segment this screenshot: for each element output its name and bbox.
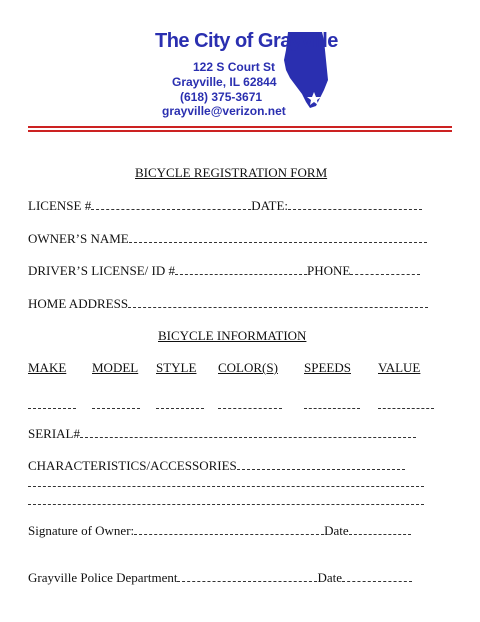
license-row bbox=[28, 198, 422, 214]
drivers-license-field[interactable] bbox=[175, 264, 307, 275]
signature-field[interactable] bbox=[134, 524, 324, 535]
col-value: VALUE bbox=[378, 360, 421, 375]
drivers-license-row bbox=[28, 263, 420, 279]
serial-label: SERIAL# bbox=[28, 426, 80, 441]
header-rule-bottom bbox=[28, 130, 452, 132]
model-field[interactable] bbox=[92, 398, 140, 409]
make-field[interactable] bbox=[28, 398, 76, 409]
characteristics-label: CHARACTERISTICS/ACCESSORIES bbox=[28, 458, 237, 473]
col-speeds: SPEEDS bbox=[304, 360, 351, 375]
signature-label: Signature of Owner: bbox=[28, 523, 135, 538]
value-field[interactable] bbox=[378, 398, 434, 409]
home-address-field[interactable] bbox=[128, 297, 428, 308]
email-address: grayville@verizon.net bbox=[162, 104, 286, 118]
header-rule-top bbox=[28, 126, 452, 128]
characteristics-line-2[interactable] bbox=[28, 476, 424, 487]
bicycle-info-title: BICYCLE INFORMATION bbox=[158, 328, 307, 343]
drivers-license-label: DRIVER’S LICENSE/ ID # bbox=[28, 263, 175, 278]
speeds-field[interactable] bbox=[304, 398, 360, 409]
owner-label: OWNER’S NAME bbox=[28, 231, 129, 246]
col-make: MAKE bbox=[28, 360, 67, 375]
owner-row bbox=[28, 231, 427, 247]
phone-number: (618) 375-3671 bbox=[180, 90, 263, 104]
signature-date-label: Date bbox=[324, 523, 349, 538]
home-address-label: HOME ADDRESS bbox=[28, 296, 129, 311]
form-title: BICYCLE REGISTRATION FORM bbox=[135, 165, 328, 180]
colors-field[interactable] bbox=[218, 398, 282, 409]
owner-field[interactable] bbox=[129, 232, 427, 243]
date-label: DATE: bbox=[251, 198, 289, 213]
characteristics-line-3[interactable] bbox=[28, 494, 424, 505]
signature-date-field[interactable] bbox=[349, 524, 411, 535]
police-date-field[interactable] bbox=[342, 571, 412, 582]
serial-row bbox=[28, 426, 416, 442]
license-label: LICENSE # bbox=[28, 198, 92, 213]
serial-field[interactable] bbox=[80, 427, 416, 438]
signature-row bbox=[28, 523, 411, 539]
address: 122 S Court St bbox=[193, 60, 276, 74]
col-style: STYLE bbox=[156, 360, 197, 375]
police-row bbox=[28, 570, 412, 586]
characteristics-field[interactable] bbox=[237, 459, 405, 470]
police-label: Grayville Police Department bbox=[28, 570, 178, 585]
phone-field[interactable] bbox=[350, 264, 420, 275]
col-colors: COLOR(S) bbox=[218, 360, 278, 375]
police-signature-field[interactable] bbox=[177, 571, 317, 582]
col-model: MODEL bbox=[92, 360, 139, 375]
phone-label: PHONE bbox=[306, 263, 351, 278]
city-title: The City of Grayville bbox=[155, 30, 338, 52]
police-date-label: Date bbox=[317, 570, 342, 585]
style-field[interactable] bbox=[156, 398, 204, 409]
characteristics-row bbox=[28, 458, 405, 474]
city-state-zip: Grayville, IL 62844 bbox=[172, 75, 277, 89]
license-field[interactable] bbox=[91, 199, 251, 210]
date-field[interactable] bbox=[288, 199, 422, 210]
home-address-row bbox=[28, 296, 428, 312]
